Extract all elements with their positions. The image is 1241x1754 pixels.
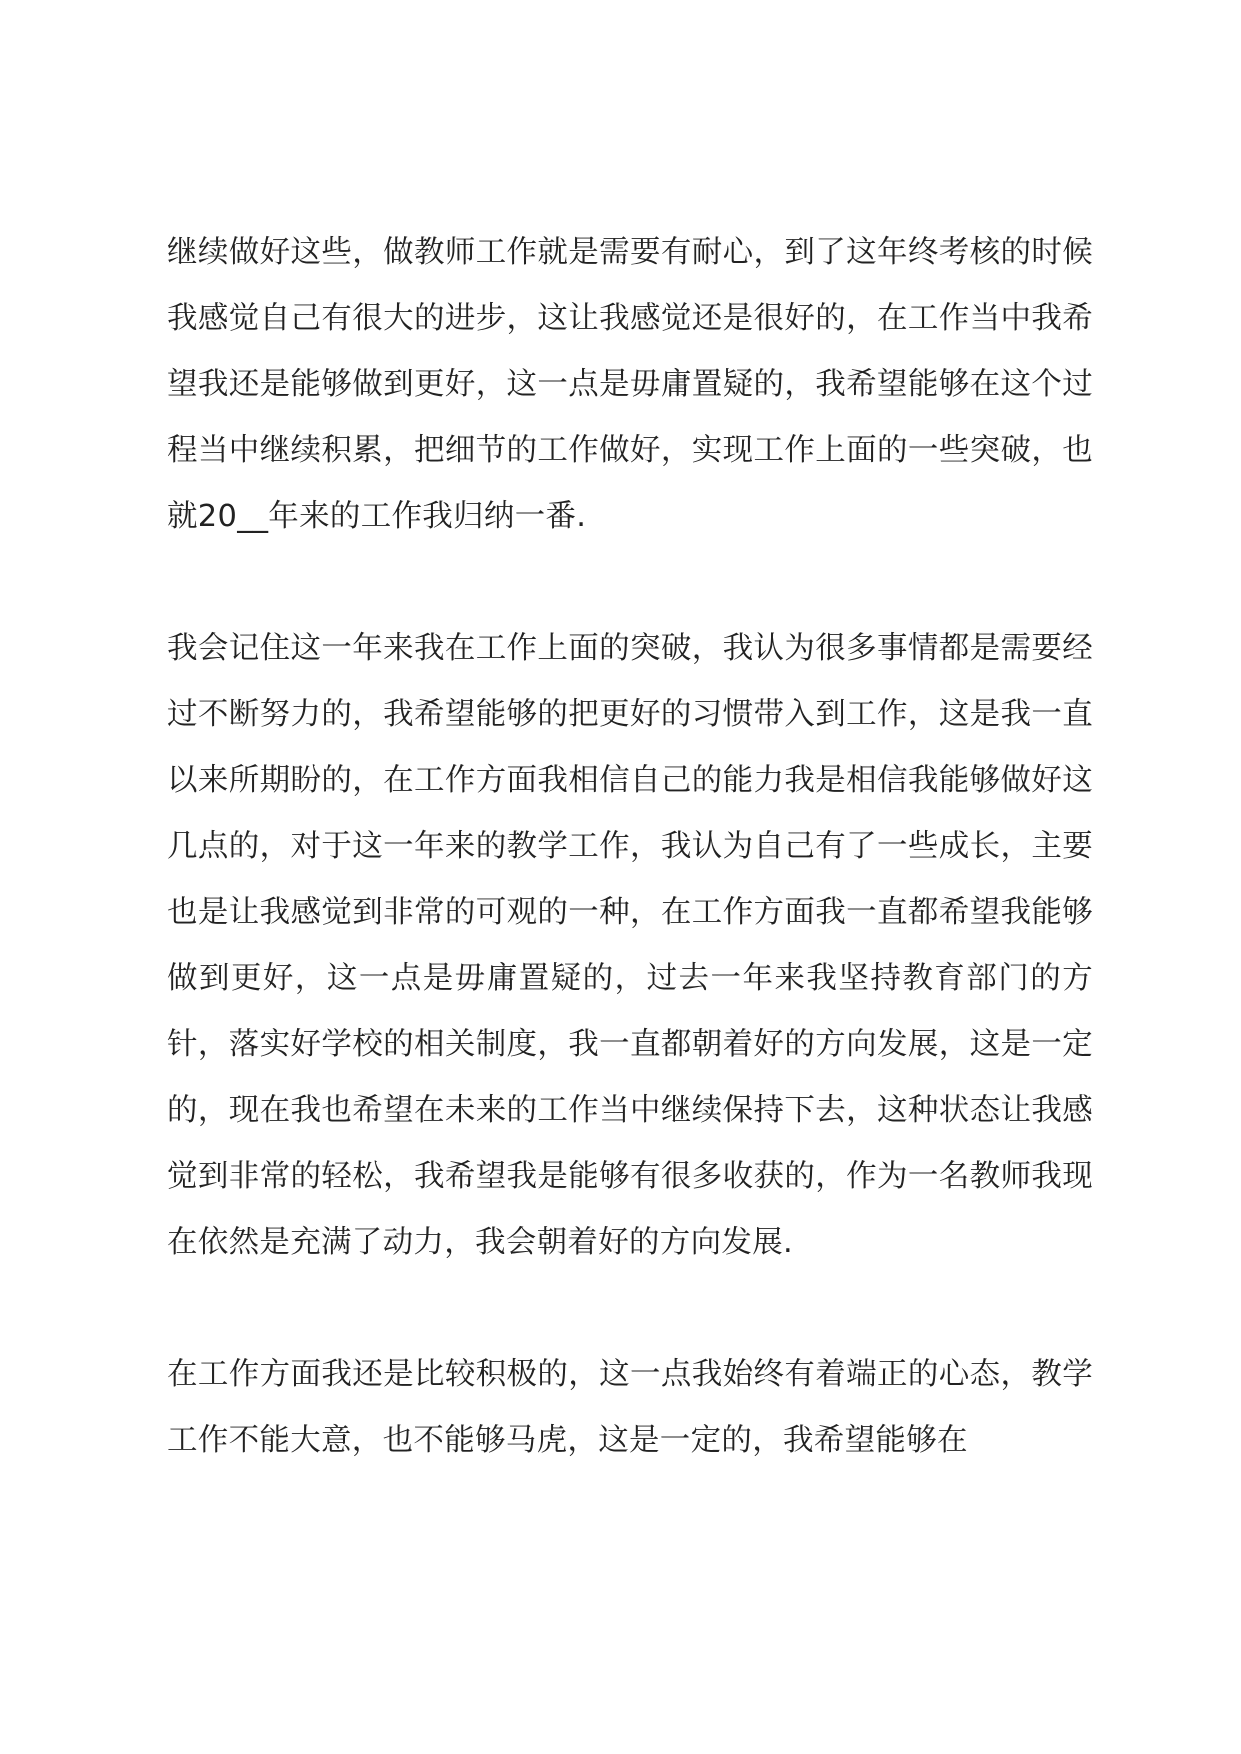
- paragraph-1: 继续做好这些，做教师工作就是需要有耐心，到了这年终考核的时候我感觉自己有很大的进步，这让我感觉还是很好的，在工作当中我希望我还是能够做到更好，这一点是毋庸置疑的，我希望能够在这个过程当中继续积累，把细节的工作做好，实现工作上面的一些突破，也就20__年来的工作我归纳一番.: [167, 235, 1093, 534]
- paragraph-2: 我会记住这一年来我在工作上面的突破，我认为很多事情都是需要经过不断努力的，我希望能够的把更好的习惯带入到工作，这是我一直以来所期盼的，在工作方面我相信自己的能力我是相信我能够做好这几点的，对于这一年来的教学工作，我认为自己有了一些成长，主要也是让我感觉到非常的可观的一种，在工作方面我一直都希望我能够做到更好，这一点是毋庸置疑的，过去一年来我坚持教育部门的方针，落实好学校的相关制度，我一直都朝着好的方向发展，这是一定的，现在我也希望在未来的工作当中继续保持下去，这种状态让我感觉到非常的轻松，我希望我是能够有很多收获的，作为一名教师我现在依然是充满了动力，我会朝着好的方向发展.: [167, 631, 1093, 1260]
- paragraph-3: 在工作方面我还是比较积极的，这一点我始终有着端正的心态，教学工作不能大意，也不能够马虎，这是一定的，我希望能够在: [167, 1357, 1093, 1458]
- document-body: [167, 220, 1093, 1474]
